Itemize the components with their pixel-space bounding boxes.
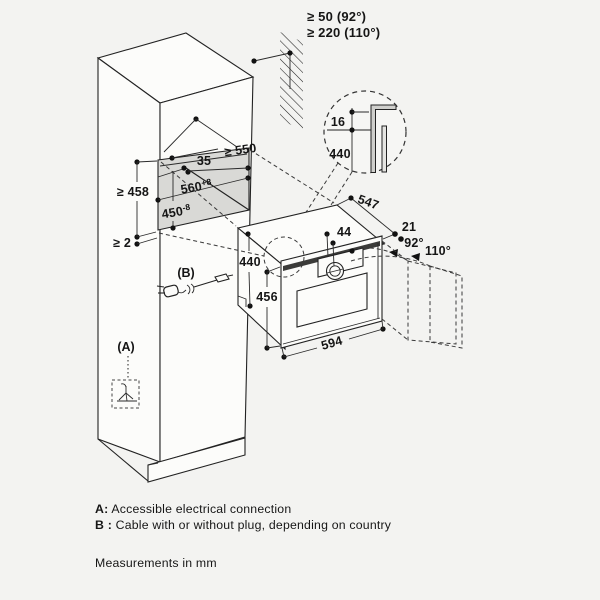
door-open-panel-110 (430, 266, 462, 348)
legend-line-a (95, 502, 391, 518)
dim-door-angle-110: 110° (425, 244, 451, 258)
measurements-note: Measurements in mm (95, 556, 217, 570)
dim-frame-protrusion: 21 (401, 220, 417, 234)
callout-a-label: (A) (117, 340, 135, 354)
legend (95, 502, 391, 533)
dim-oven-depth: 547 (355, 191, 381, 213)
dim-oven-height: 440 (239, 255, 261, 269)
arrow-110-icon (411, 253, 420, 261)
dim-niche-height: $450^{-8}$ (160, 201, 192, 222)
callout-b-label: (B) (177, 266, 195, 280)
dim-niche-width: $560^{+8}$ (179, 176, 213, 197)
clearance-line-1: ≥ 50 (92°) (307, 9, 367, 24)
dim-frame-overlap: 16 (330, 115, 346, 129)
legend-text-a: Accessible electrical connection (111, 502, 292, 516)
oven (238, 205, 384, 349)
dim-oven-width: 594 (319, 333, 345, 353)
dim-cabinet-left-height: ≥ 458 (116, 185, 150, 199)
dim-front-height: 456 (256, 290, 278, 304)
dim-bottom-gap: ≥ 2 (113, 236, 131, 250)
legend-key-a: A: (95, 502, 109, 516)
clearance-line-2: ≥ 220 (110°) (307, 25, 381, 40)
dim-niche-depth: ≥ 550 (223, 140, 258, 160)
dim-door-angle-92: 92° (404, 236, 424, 250)
tall-cabinet (98, 33, 253, 482)
legend-text-b: Cable with or without plug, depending on country (115, 517, 392, 532)
cabinet-panel-profile (382, 126, 387, 172)
legend-key-b: B : (95, 517, 112, 532)
dim-panel-height: 44 (337, 225, 352, 239)
dim-niche-setback: 35 (196, 154, 212, 168)
wall-hatch (280, 32, 303, 130)
door-open-panel-92 (408, 261, 456, 344)
dim-frame-height: 440 (329, 147, 351, 161)
legend-line-b (95, 518, 391, 534)
dim-wall-clearance (251, 9, 380, 64)
